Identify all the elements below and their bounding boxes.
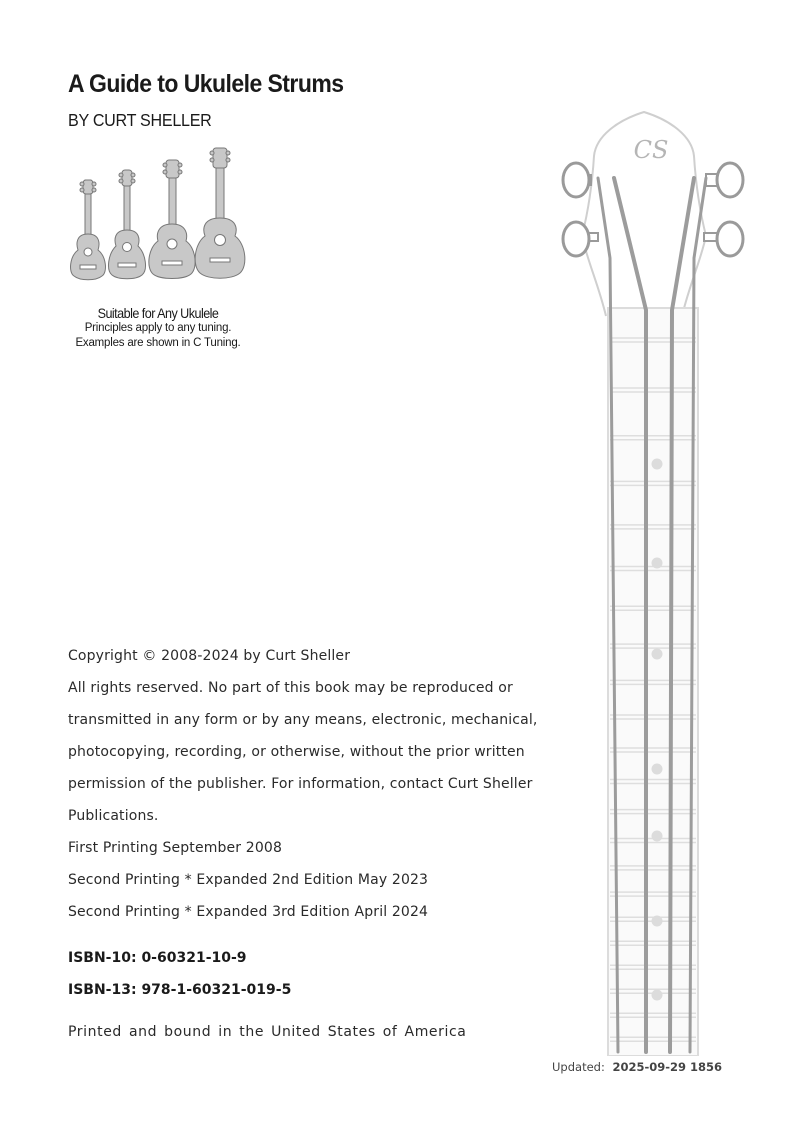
book-title: A Guide to Ukulele Strums	[68, 70, 344, 98]
suitability-line-1: Principles apply to any tuning.	[84, 322, 232, 334]
printing-line: First Printing September 2008	[68, 840, 283, 856]
rights-line: Publications.	[68, 808, 159, 824]
rights-line: permission of the publisher. For information, contact Curt Sheller	[68, 776, 533, 792]
printing-line: Second Printing * Expanded 3rd Edition April 2024	[68, 904, 429, 920]
copyright-line: Copyright © 2008-2024 by Curt Sheller	[68, 648, 351, 664]
printing-line: Second Printing * Expanded 2nd Edition May 2023	[68, 872, 429, 888]
fret-marker	[652, 916, 663, 927]
isbn-13: ISBN-13: 978-1-60321-019-5	[68, 982, 292, 998]
rights-line: transmitted in any form or by any means, electronic, mechanical,	[68, 712, 538, 728]
fretboard	[608, 308, 698, 1056]
ukulele-icon	[195, 148, 245, 278]
ukulele-icon	[109, 170, 146, 279]
isbn-block	[68, 942, 291, 1006]
updated-label: Updated:	[552, 1060, 605, 1074]
headstock-logo: CS	[633, 136, 669, 164]
fret-marker	[652, 831, 663, 842]
ukulele-icon	[71, 180, 106, 280]
tuner-icon	[706, 163, 743, 197]
ukulele-family-illustration	[66, 146, 250, 282]
suitability-line-2: Examples are shown in C Tuning.	[75, 337, 241, 349]
rights-line: photocopying, recording, or otherwise, without the prior written	[68, 744, 525, 760]
tuner-icon	[704, 222, 743, 256]
tuner-icon	[563, 163, 592, 197]
updated-value: 2025-09-29 1856	[612, 1060, 723, 1074]
fret-marker	[652, 558, 663, 569]
printed-in-line: Printed and bound in the United States of America	[68, 1024, 467, 1040]
isbn-10: ISBN-10: 0-60321-10-9	[68, 950, 247, 966]
fret-marker	[652, 990, 663, 1001]
rights-line: All rights reserved. No part of this book may be reproduced or	[68, 680, 513, 696]
suitability-heading: Suitable for Any Ukulele	[97, 305, 219, 321]
author-byline: BY CURT SHELLER	[68, 110, 212, 130]
fret-marker	[652, 764, 663, 775]
ukulele-neck-illustration	[548, 108, 752, 1056]
fret-marker	[652, 459, 663, 470]
updated-stamp	[552, 1060, 722, 1074]
fret-marker	[652, 649, 663, 660]
copyright-notice	[68, 640, 538, 928]
ukulele-icon	[149, 160, 195, 279]
suitability-note	[58, 305, 258, 351]
tuner-icon	[563, 222, 598, 256]
